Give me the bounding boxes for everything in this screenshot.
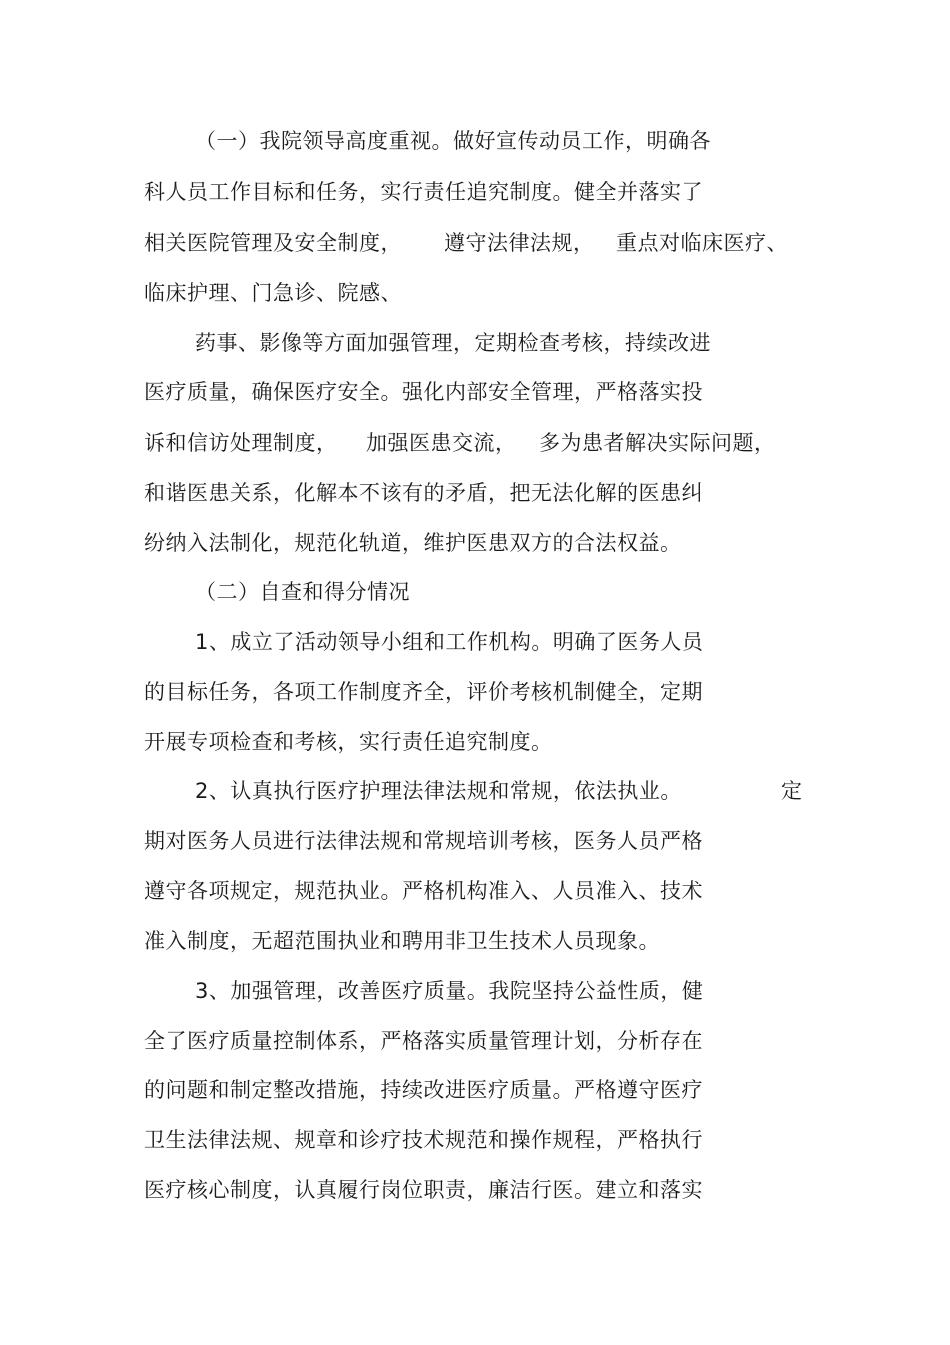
paragraph-line: 1、成立了活动领导小组和工作机构。明确了医务人员 — [195, 630, 704, 654]
paragraph-line: 医疗质量，确保医疗安全。强化内部安全管理，严格落实投 — [144, 380, 703, 404]
paragraph-line: 纷纳入法制化，规范化轨道，维护医患双方的合法权益。 — [144, 531, 682, 555]
paragraph-line: 相关医院管理及安全制度， — [144, 231, 402, 255]
paragraph-line: 遵守法律法规， — [444, 231, 595, 255]
paragraph-line: 卫生法律法规、规章和诊疗技术规范和操作规程，严格执行 — [144, 1128, 703, 1152]
paragraph-line: 医疗核心制度，认真履行岗位职责，廉洁行医。建立和落实 — [144, 1178, 703, 1202]
paragraph-line: 重点对临床医疗、 — [616, 231, 788, 255]
paragraph-line: 定 — [781, 779, 803, 803]
paragraph-line: 临床护理、门急诊、院感、 — [144, 281, 402, 305]
section-heading: （二）自查和得分情况 — [195, 580, 410, 604]
paragraph-line: 科人员工作目标和任务，实行责任追究制度。健全并落实了 — [144, 180, 703, 204]
paragraph-line: 期对医务人员进行法律法规和常规培训考核，医务人员严格 — [144, 829, 703, 853]
paragraph-line: 开展专项检查和考核，实行责任追究制度。 — [144, 730, 553, 754]
paragraph-line: 加强医患交流， — [366, 431, 517, 455]
paragraph-line: 2、认真执行医疗护理法律法规和常规，依法执业。 — [195, 779, 682, 803]
paragraph-line: 药事、影像等方面加强管理，定期检查考核，持续改进 — [195, 331, 711, 355]
paragraph-line: （一）我院领导高度重视。做好宣传动员工作，明确各 — [195, 129, 711, 153]
paragraph-line: 全了医疗质量控制体系，严格落实质量管理计划，分析存在 — [144, 1029, 703, 1053]
paragraph-line: 3、加强管理，改善医疗质量。我院坚持公益性质，健 — [195, 979, 704, 1003]
paragraph-line: 准入制度，无超范围执业和聘用非卫生技术人员现象。 — [144, 929, 660, 953]
paragraph-line: 的问题和制定整改措施，持续改进医疗质量。严格遵守医疗 — [144, 1078, 703, 1102]
paragraph-line: 遵守各项规定，规范执业。严格机构准入、人员准入、技术 — [144, 879, 703, 903]
paragraph-line: 多为患者解决实际问题， — [539, 431, 776, 455]
paragraph-line: 的目标任务，各项工作制度齐全，评价考核机制健全，定期 — [144, 680, 703, 704]
paragraph-line: 诉和信访处理制度， — [144, 431, 338, 455]
paragraph-line: 和谐医患关系，化解本不该有的矛盾，把无法化解的医患纠 — [144, 481, 703, 505]
